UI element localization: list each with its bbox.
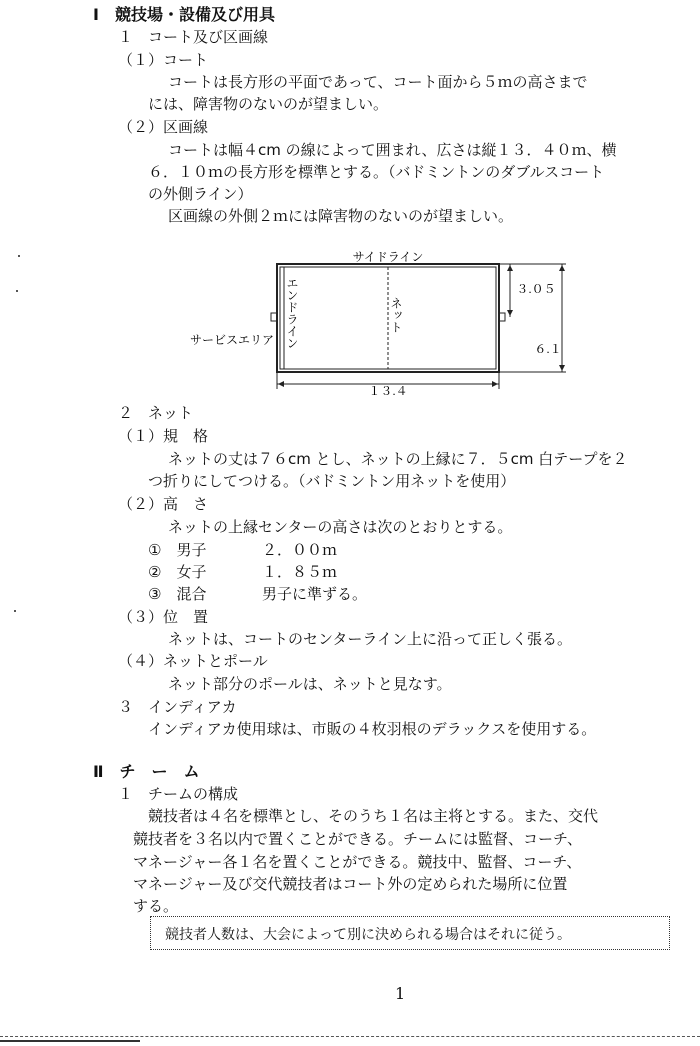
full-width-label: ６.１: [534, 342, 562, 356]
paragraph-line: コートは長方形の平面であって、コート面から５ｍの高さまで: [168, 73, 588, 91]
height-men-value: ２．００ｍ: [262, 541, 338, 559]
paragraph-line: つ折りにしてつける。（バドミントン用ネットを使用）: [148, 472, 516, 490]
page-number: 1: [395, 984, 406, 1003]
paragraph-line: ネットの丈は７６cm とし、ネットの上縁に７．５cm 白テープを２: [168, 450, 628, 468]
footer-rule-thick: [0, 1040, 140, 1042]
paragraph-line: には、障害物のないのが望ましい。: [148, 95, 389, 113]
court-diagram-svg: [180, 247, 580, 397]
heading-net: ２ ネット: [118, 404, 194, 422]
scan-speck: [18, 255, 20, 257]
heading-indiaca: ３ インディアカ: [118, 698, 237, 716]
paragraph-line: 競技者を３名以内で置くことができる。チームには監督、コーチ、: [133, 830, 582, 848]
heading-court-lines: １ コート及び区画線: [118, 28, 269, 46]
heading-net-pole: （４）ネットとポール: [118, 652, 268, 670]
footer-rule: [0, 1036, 700, 1037]
court-diagram: [180, 247, 580, 401]
paragraph-line: マネージャー各１名を置くことができる。競技中、監督、コーチ、: [133, 853, 582, 871]
length-label: １３.４: [368, 384, 408, 397]
heading-court: （１）コート: [118, 51, 209, 69]
service-area-label: サービスエリア: [189, 333, 274, 347]
end-line-label: エンドライン: [285, 277, 299, 349]
paragraph-line: マネージャー及び交代競技者はコート外の定められた場所に位置: [133, 875, 568, 893]
heading-height: （２）高 さ: [118, 495, 209, 513]
paragraph-line: ネットの上縁センターの高さは次のとおりとする。: [168, 518, 513, 536]
note-box: [150, 916, 670, 950]
heading-position: （３）位 置: [118, 608, 209, 626]
half-width-label: ３.０５: [516, 282, 556, 296]
section-title-2: Ⅱ チ ー ム: [93, 762, 200, 781]
note-text: 競技者人数は、大会によって別に決められる場合はそれに従う。: [165, 927, 571, 943]
height-men-label: ① 男子: [148, 541, 207, 559]
height-women-label: ② 女子: [148, 563, 207, 581]
paragraph-line: ネットは、コートのセンターライン上に沿って正しく張る。: [168, 630, 572, 648]
height-women-value: １．８５ｍ: [262, 563, 338, 581]
heading-team-composition: １ チームの構成: [118, 785, 239, 803]
section-title-1: Ⅰ 競技場・設備及び用具: [93, 5, 275, 24]
net-label: ネット: [389, 297, 403, 333]
scan-speck: [14, 610, 16, 612]
height-mixed-label: ③ 混合: [148, 585, 207, 603]
side-line-label: サイドライン: [352, 250, 424, 264]
paragraph-line: ネット部分のポールは、ネットと見なす。: [168, 675, 452, 693]
paragraph-line: ６．１０ｍの長方形を標準とする。（バドミントンのダブルスコート: [148, 163, 605, 181]
paragraph-line: 競技者は４名を標準とし、そのうち１名は主将とする。また、交代: [148, 807, 599, 825]
paragraph-line: コートは幅４cm の線によって囲まれ、広さは縦１３．４０ｍ、横: [168, 141, 617, 159]
heading-boundary-lines: （２）区画線: [118, 118, 209, 136]
paragraph-line: 区画線の外側２ｍには障害物のないのが望ましい。: [168, 207, 514, 225]
paragraph-line: する。: [133, 897, 179, 915]
height-mixed-value: 男子に準ずる。: [262, 585, 368, 603]
paragraph-line: インディアカ使用球は、市販の４枚羽根のデラックスを使用する。: [148, 720, 597, 738]
scan-speck: [16, 290, 18, 292]
heading-standard: （１）規 格: [118, 427, 209, 445]
paragraph-line: の外側ライン）: [148, 185, 253, 203]
